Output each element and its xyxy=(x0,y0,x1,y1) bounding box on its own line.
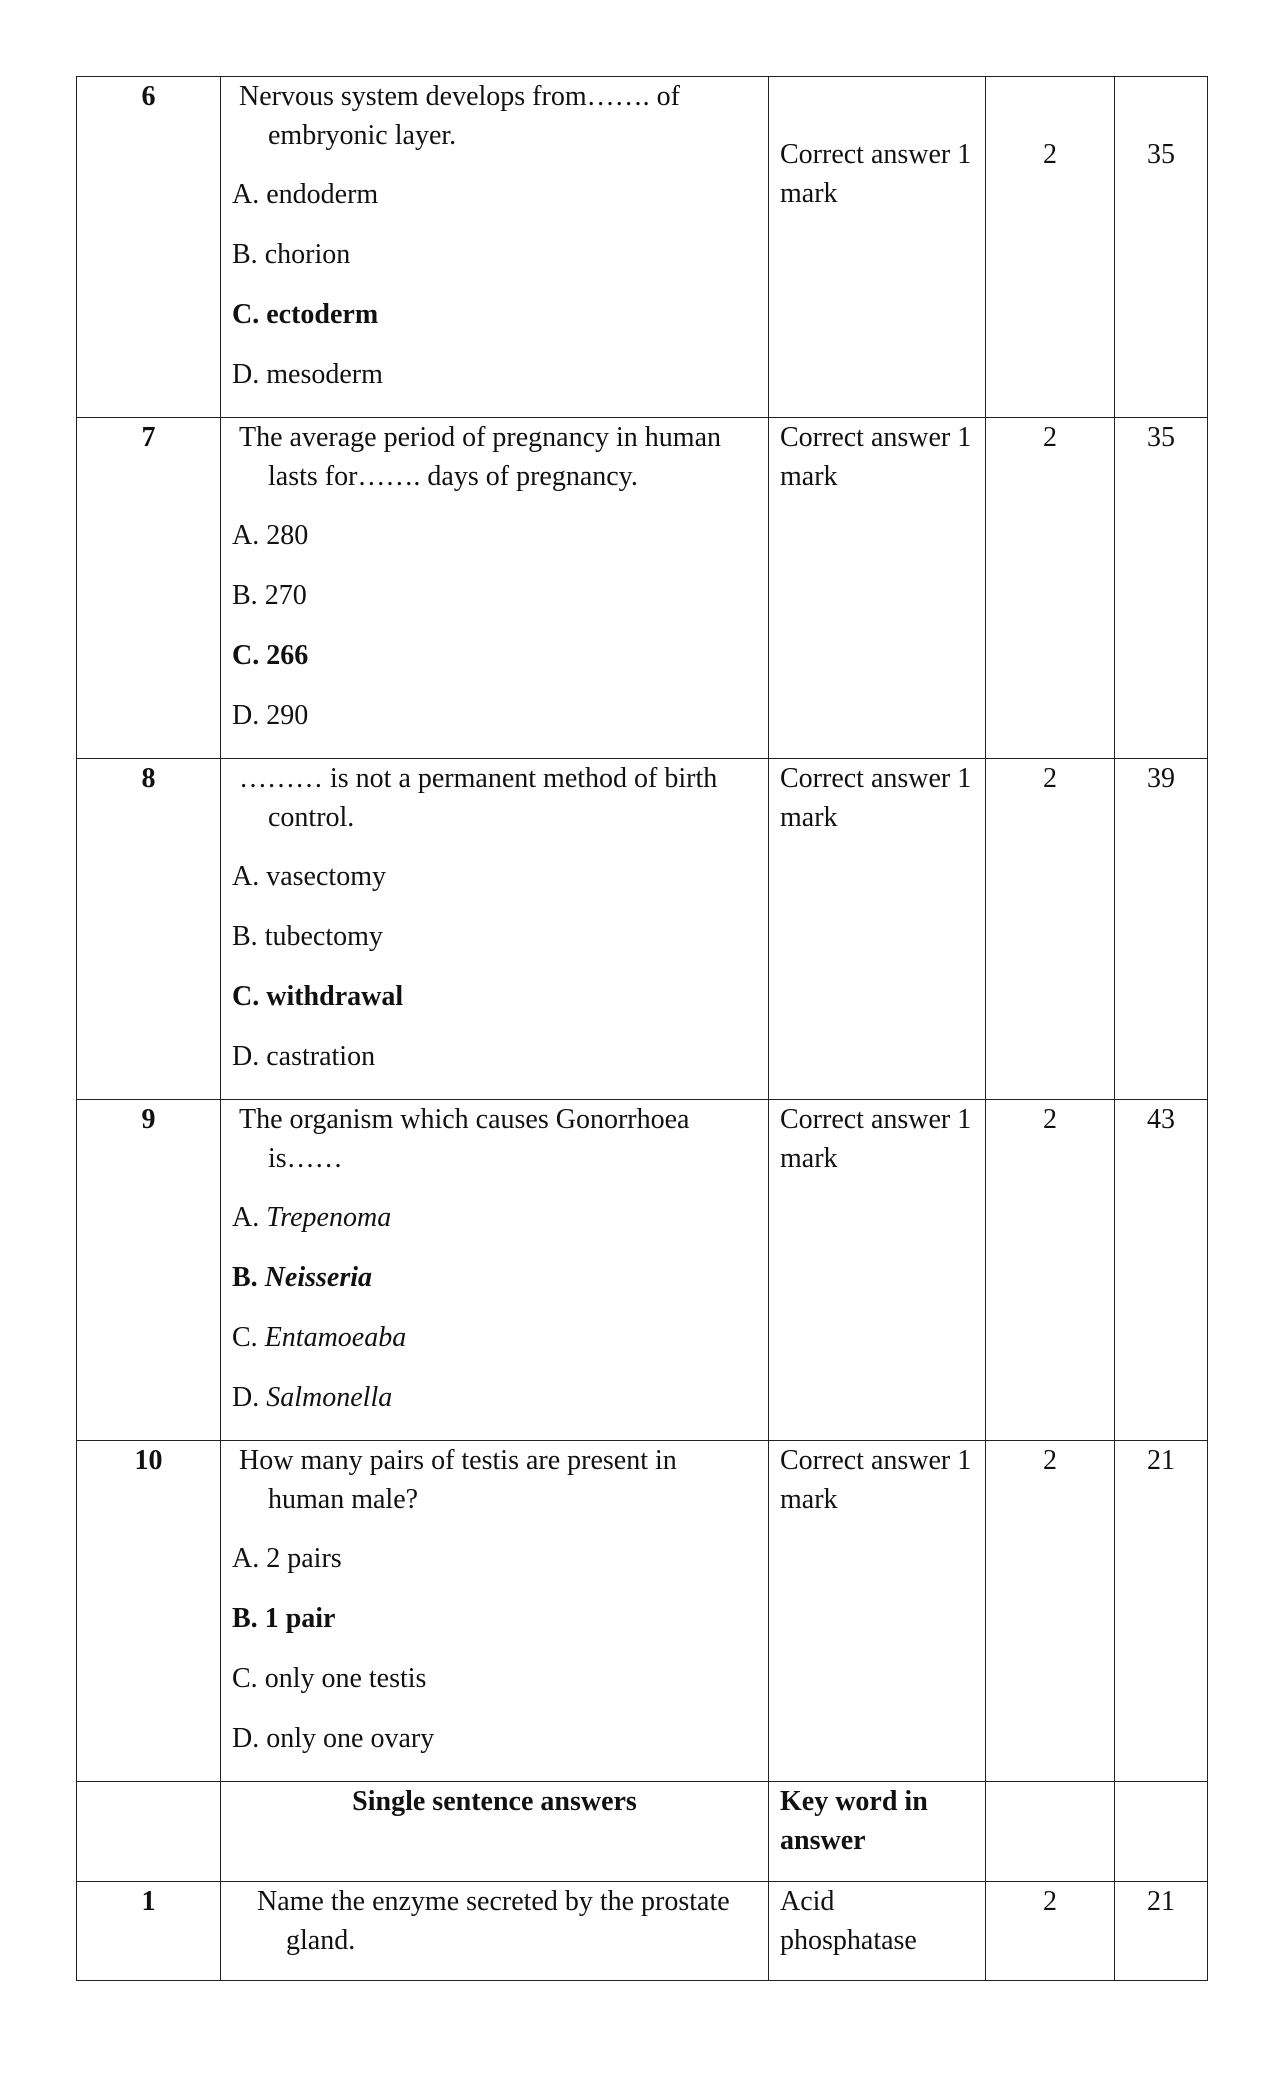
option-c-correct: C. 266 xyxy=(232,640,309,671)
question-stem: How many pairs of testis are present in human male? xyxy=(239,1445,677,1515)
question-stem: ……… is not a permanent method of birth control. xyxy=(239,763,718,833)
answer-key-table xyxy=(76,76,1208,1981)
option-c: C. Entamoeaba xyxy=(232,1322,407,1353)
option-b: B. chorion xyxy=(232,239,351,270)
option-c: C. only one testis xyxy=(232,1663,427,1694)
question-number: 7 xyxy=(77,418,221,759)
option-c-correct: C. ectoderm xyxy=(232,299,379,330)
question-cell xyxy=(221,1441,769,1782)
single-sentence-row-1 xyxy=(77,1882,1208,1981)
question-text: Name the enzyme secreted by the prostate gland. xyxy=(257,1886,730,1956)
answer-cell: Acid phosphatase xyxy=(769,1882,986,1981)
section-title: Single sentence answers xyxy=(221,1782,769,1882)
page-cell: 43 xyxy=(1115,1100,1208,1441)
page-cell: 21 xyxy=(1115,1441,1208,1782)
question-stem: The organism which causes Gonorrhoea is…… xyxy=(239,1104,690,1174)
criteria-cell: Correct answer 1 mark xyxy=(769,759,986,1100)
question-stem: Nervous system develops from……. of embryonic layer. xyxy=(239,81,680,151)
mcq-row-9 xyxy=(77,1100,1208,1441)
criteria-cell: Correct answer 1 mark xyxy=(769,1100,986,1441)
mcq-row-8 xyxy=(77,759,1208,1100)
option-b: B. 270 xyxy=(232,580,307,611)
question-cell xyxy=(221,1882,769,1981)
answer-key-body xyxy=(77,77,1208,1981)
option-a: A. Trepenoma xyxy=(232,1202,392,1233)
section-criteria-header: Key word in answer xyxy=(769,1782,986,1882)
marks-cell: 2 xyxy=(986,77,1115,418)
criteria-cell: Correct answer 1 mark xyxy=(769,77,986,418)
question-cell xyxy=(221,759,769,1100)
mcq-row-10 xyxy=(77,1441,1208,1782)
question-number: 10 xyxy=(77,1441,221,1782)
criteria-cell: Correct answer 1 mark xyxy=(769,418,986,759)
page-cell: 35 xyxy=(1115,418,1208,759)
question-number: 1 xyxy=(77,1882,221,1981)
page-cell: 35 xyxy=(1115,77,1208,418)
option-c-correct: C. withdrawal xyxy=(232,981,404,1012)
question-cell xyxy=(221,77,769,418)
marks-cell: 2 xyxy=(986,418,1115,759)
option-b: B. tubectomy xyxy=(232,921,383,952)
option-b-correct: B. 1 pair xyxy=(232,1603,336,1634)
marks-cell: 2 xyxy=(986,1882,1115,1981)
option-a: A. vasectomy xyxy=(232,861,386,892)
question-number: 8 xyxy=(77,759,221,1100)
option-a: A. endoderm xyxy=(232,179,379,210)
criteria-cell: Correct answer 1 mark xyxy=(769,1441,986,1782)
option-d: D. castration xyxy=(232,1041,376,1072)
question-stem: The average period of pregnancy in human lasts for……. days of pregnancy. xyxy=(239,422,722,492)
page-cell: 39 xyxy=(1115,759,1208,1100)
option-a: A. 2 pairs xyxy=(232,1543,342,1574)
section-page-cell xyxy=(1115,1782,1208,1882)
question-cell xyxy=(221,1100,769,1441)
mcq-row-6 xyxy=(77,77,1208,418)
option-d: D. Salmonella xyxy=(232,1382,393,1413)
section-number-cell xyxy=(77,1782,221,1882)
marks-cell: 2 xyxy=(986,1441,1115,1782)
page-cell: 21 xyxy=(1115,1882,1208,1981)
section-header-row xyxy=(77,1782,1208,1882)
option-d: D. only one ovary xyxy=(232,1723,435,1754)
mcq-row-7 xyxy=(77,418,1208,759)
marks-cell: 2 xyxy=(986,1100,1115,1441)
question-number: 6 xyxy=(77,77,221,418)
section-marks-cell xyxy=(986,1782,1115,1882)
option-d: D. mesoderm xyxy=(232,359,383,390)
marks-cell: 2 xyxy=(986,759,1115,1100)
question-cell xyxy=(221,418,769,759)
option-a: A. 280 xyxy=(232,520,309,551)
option-b-correct: B. Neisseria xyxy=(232,1262,373,1293)
option-d: D. 290 xyxy=(232,700,309,731)
question-number: 9 xyxy=(77,1100,221,1441)
